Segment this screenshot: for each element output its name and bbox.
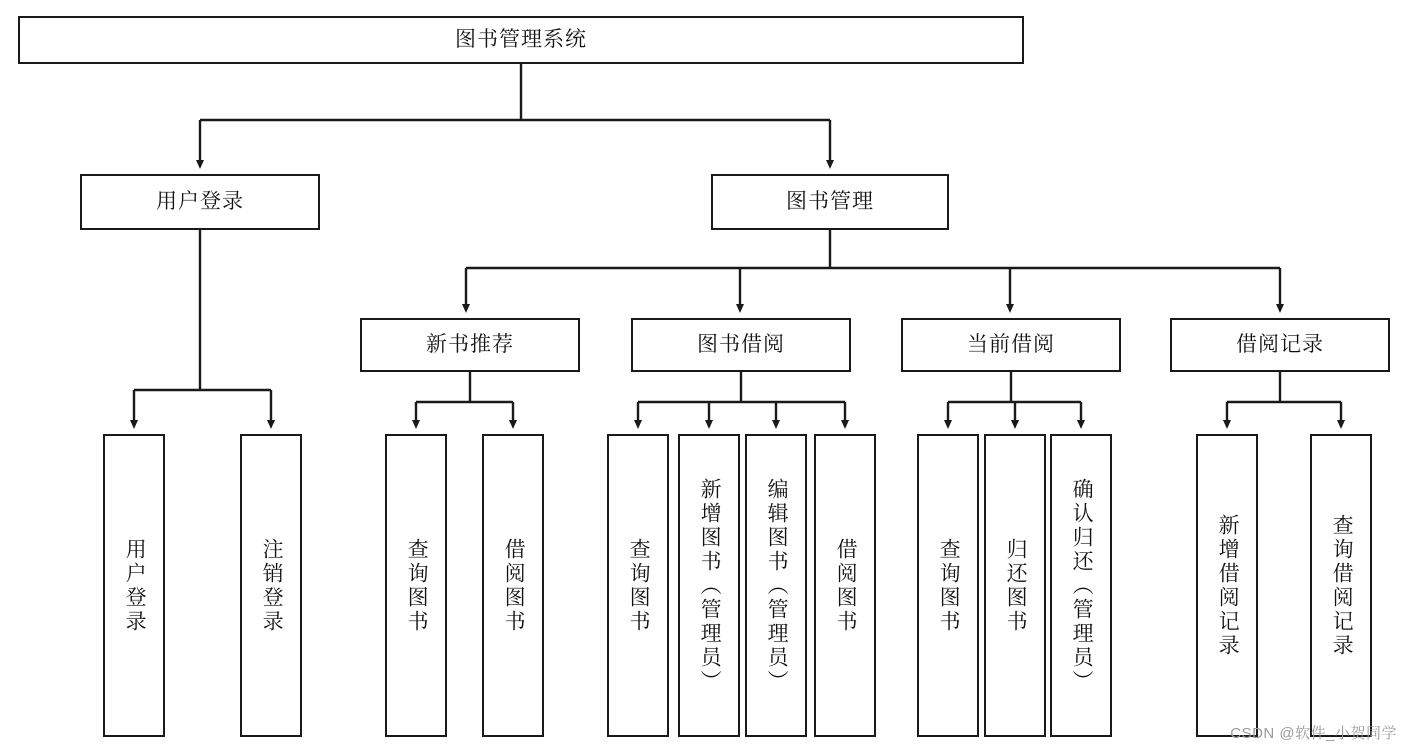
node-new-book-recommend[interactable] — [360, 318, 580, 372]
leaf-add-borrow-record-label: 新增借阅记录 — [1216, 513, 1240, 658]
node-root[interactable] — [18, 16, 1024, 64]
leaf-query-borrow-record-label: 查询借阅记录 — [1330, 513, 1354, 658]
leaf-add-borrow-record[interactable] — [1196, 434, 1258, 737]
leaf-user-login[interactable] — [103, 434, 165, 737]
node-borrow-records-label: 借阅记录 — [1236, 333, 1324, 357]
leaf-add-book-label: 新增图书（管理员） — [698, 477, 722, 694]
node-user-login-label: 用户登录 — [156, 190, 244, 214]
node-user-login[interactable] — [80, 174, 320, 230]
leaf-logout[interactable] — [240, 434, 302, 737]
node-book-borrow[interactable] — [631, 318, 851, 372]
leaf-confirm-return-label: 确认归还（管理员） — [1070, 477, 1094, 694]
node-root-label: 图书管理系统 — [455, 28, 587, 52]
leaf-borrow-book-2-label: 借阅图书 — [834, 537, 858, 634]
leaf-query-book-2[interactable] — [607, 434, 669, 737]
leaf-query-book-1[interactable] — [385, 434, 447, 737]
leaf-query-borrow-record[interactable] — [1310, 434, 1372, 737]
leaf-add-book[interactable] — [678, 434, 740, 737]
leaf-edit-book-label: 编辑图书（管理员） — [765, 477, 789, 694]
leaf-return-book[interactable] — [984, 434, 1046, 737]
watermark: CSDN @软件_小贺同学 — [1230, 725, 1397, 742]
leaf-confirm-return[interactable] — [1050, 434, 1112, 737]
node-borrow-records[interactable] — [1170, 318, 1390, 372]
leaf-query-book-3[interactable] — [917, 434, 979, 737]
node-book-borrow-label: 图书借阅 — [697, 333, 785, 357]
node-new-book-recommend-label: 新书推荐 — [426, 333, 514, 357]
node-current-borrow-label: 当前借阅 — [967, 333, 1055, 357]
leaf-return-book-label: 归还图书 — [1004, 537, 1028, 634]
leaf-query-book-2-label: 查询图书 — [627, 537, 651, 634]
leaf-borrow-book-1[interactable] — [482, 434, 544, 737]
leaf-user-login-label: 用户登录 — [123, 537, 147, 634]
node-book-management-label: 图书管理 — [786, 190, 874, 214]
node-book-management[interactable] — [711, 174, 949, 230]
leaf-borrow-book-1-label: 借阅图书 — [502, 537, 526, 634]
leaf-edit-book[interactable] — [745, 434, 807, 737]
leaf-query-book-1-label: 查询图书 — [405, 537, 429, 634]
node-current-borrow[interactable] — [901, 318, 1121, 372]
leaf-query-book-3-label: 查询图书 — [937, 537, 961, 634]
leaf-logout-label: 注销登录 — [260, 537, 284, 634]
leaf-borrow-book-2[interactable] — [814, 434, 876, 737]
